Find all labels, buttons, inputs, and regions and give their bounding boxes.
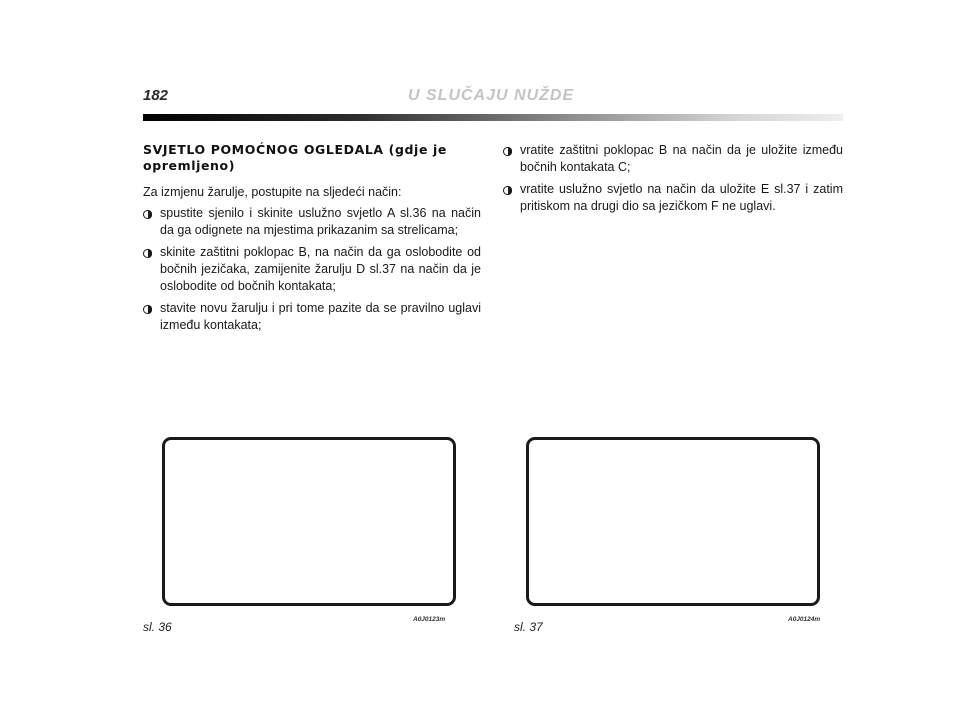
figure-37-caption: sl. 37 [514, 620, 543, 634]
section-title: SVJETLO POMOĆNOG OGLEDALA (gdje je opremljeno) [143, 142, 447, 173]
bullet-icon [143, 249, 152, 258]
step-text: vratite zaštitni poklopac B na način da je uložite između bočnih kontakata C; [520, 143, 843, 174]
bullet-icon [143, 210, 152, 219]
figure-36-code: A0J0123m [413, 616, 446, 623]
step-text: vratite uslužno svjetlo na način da uložite E sl.37 i zatim pritiskom na drugi dio sa jezičkom F ne uglavi. [520, 182, 843, 213]
left-steps-list [143, 205, 481, 334]
list-item [143, 244, 481, 295]
bullet-icon [503, 186, 512, 195]
header-rule [143, 114, 843, 121]
chapter-title: U SLUČAJU NUŽDE [408, 87, 575, 104]
figure-37-code: A0J0124m [788, 616, 821, 623]
step-text: stavite novu žarulju i pri tome pazite da se pravilno uglavi između kontakata; [160, 301, 481, 332]
step-text: spustite sjenilo i skinite uslužno svjetlo A sl.36 na način da ga odignete na mjestima prikazanim sa strelicama; [160, 206, 481, 237]
left-column [143, 142, 481, 339]
page-number: 182 [143, 87, 169, 104]
list-item [143, 205, 481, 239]
right-column [503, 142, 843, 220]
figure-37-frame [526, 437, 820, 606]
bullet-icon [503, 147, 512, 156]
figure-36-caption: sl. 36 [143, 620, 172, 634]
figure-36-frame [162, 437, 456, 606]
right-steps-list [503, 142, 843, 215]
step-text: skinite zaštitni poklopac B, na način da ga oslobodite od bočnih jezičaka, zamijenite žarulju D sl.37 na način da je oslobodite od bočnih kontakata; [160, 245, 481, 293]
list-item [143, 300, 481, 334]
bullet-icon [143, 305, 152, 314]
list-item [503, 142, 843, 176]
intro-text: Za izmjenu žarulje, postupite na sljedeći način: [143, 185, 402, 199]
list-item [503, 181, 843, 215]
